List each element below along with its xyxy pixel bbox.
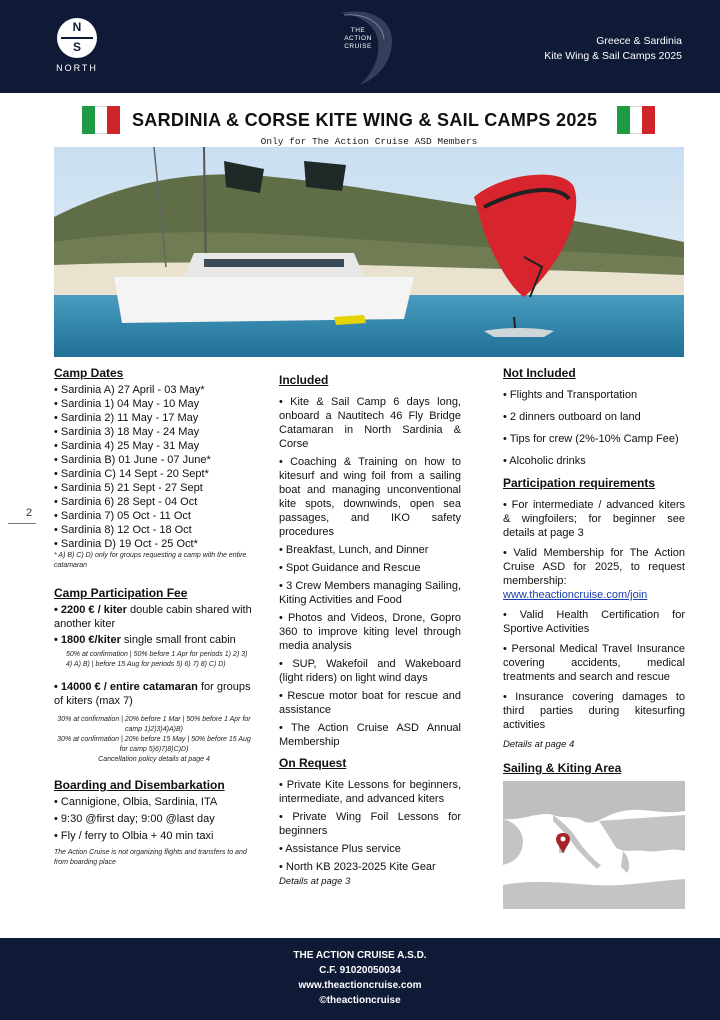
on-request-item: • North KB 2023-2025 Kite Gear (279, 861, 436, 873)
on-request-item: • Assistance Plus service (279, 843, 401, 855)
fee-item-double-cabin-desc: double cabin shared with another kiter (54, 604, 252, 630)
not-included-item: • Alcoholic drinks (503, 455, 586, 467)
on-request-item: • Private Kite Lessons for beginners, intermediate, and advanced kiters (279, 779, 461, 805)
area-heading: Sailing & Kiting Area (503, 761, 622, 775)
fee-item-catamaran-desc: for groups of kiters (max 7) (54, 681, 251, 707)
middle-column (279, 373, 461, 889)
the-action-cruise-logo (330, 5, 400, 85)
tac-logo-line3: CRUISE (344, 43, 372, 50)
included-item: • Photos and Videos, Drone, Gopro 360 to improve kiting level through media analysis (279, 612, 461, 652)
camp-date-item: • Sardinia 4) 25 May - 31 May (54, 440, 200, 452)
fee-item-double-cabin (54, 603, 254, 631)
included-item: • Rescue motor boat for rescue and assistance (279, 690, 461, 716)
requirement-item: • For intermediate / advanced kiters & wingfoilers; for beginner see details at page 3 (503, 499, 685, 539)
camp-date-item: • Sardinia 1) 04 May - 10 May (54, 398, 200, 410)
right-column (503, 366, 685, 778)
footer-tax-code: C.F. 91020050034 (319, 965, 401, 976)
camp-dates-list (54, 383, 254, 551)
italy-flag-icon (617, 106, 655, 134)
area-map (503, 781, 685, 909)
boarding-item: • 9:30 @first day; 9:00 @last day (54, 813, 215, 825)
camp-date-item: • Sardinia 7) 05 Oct - 11 Oct (54, 510, 191, 522)
header-tagline-line1: Greece & Sardinia (596, 35, 682, 47)
header-tagline-line2: Kite Wing & Sail Camps 2025 (544, 50, 682, 62)
hero-photo-catamaran-wing (54, 147, 684, 357)
camp-dates-heading: Camp Dates (54, 366, 124, 380)
fee-item-single-cabin-desc: single small front cabin (120, 634, 236, 646)
camp-dates-note: * A) B) C) D) only for groups requesting a camp with the entire catamaran (54, 552, 247, 569)
fee-item-single-cabin (54, 633, 254, 647)
camp-date-item: • Sardinia B) 01 June - 07 June* (54, 454, 211, 466)
boarding-item: • Fly / ferry to Olbia + 40 min taxi (54, 830, 214, 842)
page-subtitle: Only for The Action Cruise ASD Members (260, 136, 478, 147)
page-number-rule (8, 523, 36, 524)
not-included-item: • Flights and Transportation (503, 389, 638, 401)
fee-payment-note: 50% at confirmation | 50% before 1 Apr for periods 1) 2) 3) 4) A) B) | before 15 Aug for periods 5) 6) 7) 8) C) D) (66, 651, 248, 668)
north-logo-n: N (72, 20, 82, 34)
footer (0, 938, 720, 1020)
requirements-details: Details at page 4 (503, 739, 575, 750)
north-logo (55, 18, 99, 78)
requirement-item: • Personal Medical Travel Insurance covering accidents, medical treatments and search and rescue (503, 643, 685, 683)
fee-item-double-cabin-price: • 2200 € / kiter (54, 604, 127, 616)
footer-website[interactable]: www.theactioncruise.com (298, 980, 422, 991)
included-item: • SUP, Wakefoil and Wakeboard (light riders) on light wind days (279, 658, 461, 684)
title-row (0, 104, 720, 134)
footer-org-name: THE ACTION CRUISE A.S.D. (293, 950, 427, 961)
camp-date-item: • Sardinia D) 19 Oct - 25 Oct* (54, 538, 198, 550)
boarding-heading: Boarding and Disembarkation (54, 778, 225, 792)
included-item: • Coaching & Training on how to kitesurf and wing foil from a sailing boat and managing unconventional kite spots, downwinds, open sea passages, and IKO safety procedures (279, 456, 461, 538)
catamaran-payment-note-2: 30% at confirmation | 20% before 15 May | 50% before 15 Aug for camp 5)6)7)8)C)D) (57, 736, 251, 753)
on-request-heading: On Request (279, 756, 347, 770)
footer-social-handle: ©theactioncruise (319, 995, 401, 1006)
boarding-note: The Action Cruise is not organizing flights and transfers to and from boarding place (54, 849, 247, 866)
fee-item-catamaran (54, 680, 254, 708)
included-item: • Breakfast, Lunch, and Dinner (279, 544, 429, 556)
requirement-item: • Insurance covering damages to third parties during kitesurfing activities (503, 691, 685, 731)
tac-logo-line1: THE (350, 27, 366, 34)
camp-date-item: • Sardinia 2) 11 May - 17 May (54, 412, 199, 424)
tac-logo-line2: ACTION (344, 35, 372, 42)
camp-date-item: • Sardinia 6) 28 Sept - 04 Oct (54, 496, 198, 508)
included-heading: Included (279, 373, 329, 387)
membership-link[interactable]: www.theactioncruise.com/join (503, 589, 648, 601)
camp-date-item: • Sardinia A) 27 April - 03 May* (54, 384, 205, 396)
not-included-item: • Tips for crew (2%-10% Camp Fee) (503, 433, 679, 445)
header-banner (0, 0, 720, 93)
boarding-list (54, 795, 254, 843)
north-logo-s: S (72, 40, 81, 54)
camp-date-item: • Sardinia 3) 18 May - 24 May (54, 426, 200, 438)
included-item: • Spot Guidance and Rescue (279, 562, 421, 574)
requirement-item: • Valid Health Certification for Sportive Activities (503, 609, 685, 635)
requirements-heading: Participation requirements (503, 476, 656, 490)
fee-heading: Camp Participation Fee (54, 586, 188, 600)
italy-flag-icon (82, 106, 120, 134)
fee-item-single-cabin-price: • 1800 €/kiter (54, 634, 121, 646)
included-item: • The Action Cruise ASD Annual Membership (279, 722, 461, 748)
page-number: 2 (26, 507, 33, 519)
camp-date-item: • Sardinia C) 14 Sept - 20 Sept* (54, 468, 209, 480)
not-included-item: • 2 dinners outboard on land (503, 411, 641, 423)
page-title: SARDINIA & CORSE KITE WING & SAIL CAMPS 2025 (132, 110, 598, 130)
camp-date-item: • Sardinia 5) 21 Sept - 27 Sept (54, 482, 203, 494)
catamaran-payment-note: 30% at confirmation | 20% before 1 Mar | 50% before 1 Apr for camp 1)2)3)4)A)B) (57, 716, 251, 733)
cancellation-note: Cancellation policy details at page 4 (98, 756, 210, 763)
on-request-details: Details at page 3 (279, 876, 351, 887)
boarding-item: • Cannigione, Olbia, Sardinia, ITA (54, 796, 218, 808)
on-request-item: • Private Wing Foil Lessons for beginners (279, 811, 461, 837)
camp-date-item: • Sardinia 8) 12 Oct - 18 Oct (54, 524, 192, 536)
not-included-heading: Not Included (503, 366, 576, 380)
included-item: • Kite & Sail Camp 6 days long, onboard a Nautitech 46 Fly Bridge Catamaran in North Sardinia & Corse (279, 396, 461, 450)
included-item: • 3 Crew Members managing Sailing, Kiting Activities and Food (279, 580, 461, 606)
left-column (54, 366, 254, 868)
fee-item-catamaran-price: • 14000 € / entire catamaran (54, 681, 198, 693)
requirement-item: • Valid Membership for The Action Cruise ASD for 2025, to request membership: (503, 547, 685, 587)
north-compass-icon (57, 18, 97, 58)
header-tagline (544, 34, 682, 64)
north-logo-text: NORTH (56, 63, 98, 73)
